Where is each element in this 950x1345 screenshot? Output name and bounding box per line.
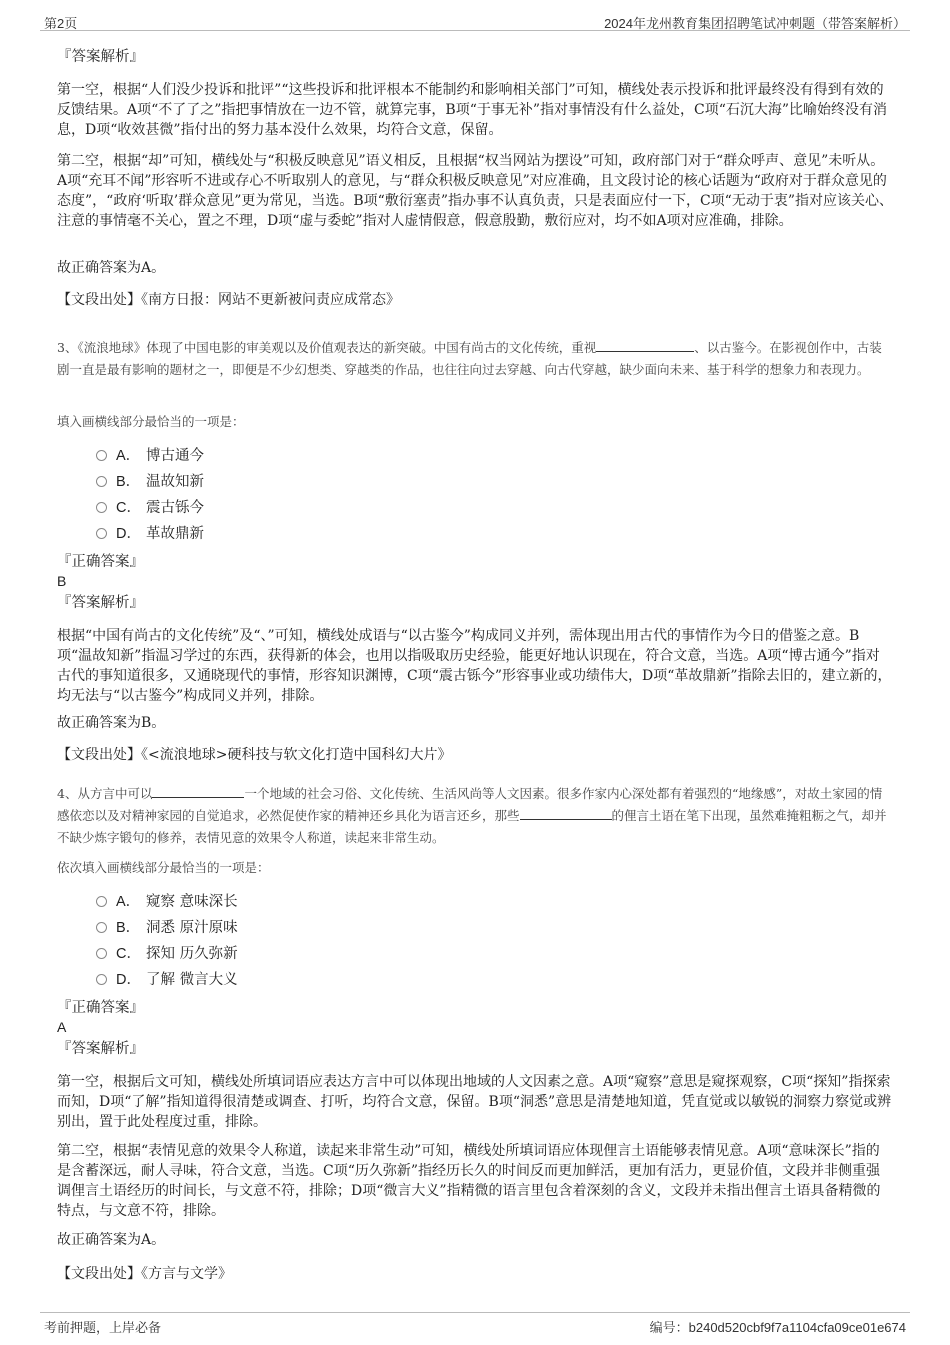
q3-analysis-label: 『答案解析』 [57,595,144,611]
document-title: 2024年龙州教育集团招聘笔试冲刺题（带答案解析） [604,16,906,31]
document-code: 编号：b240d520cbf9f7a1104cfa09ce01e674 [649,1320,906,1335]
radio-icon[interactable] [96,948,107,959]
q3-option-a[interactable]: A． 博古通今 [96,444,204,468]
page-number: 第2页 [44,16,78,31]
q4-analysis-para2: 第二空，根据“表情见意的效果令人称道，读起来非常生动”可知，横线处所填词语应体现俚言土语能够表情见意。A项“意味深长”指的是含蓄深远，耐人寻味，符合文意，当选。C项“历久弥新”指经历长久的时间反而更加鲜活，更加有活力，更显价值，文段并非侧重强调俚言土语经历的时间长，与文意不符，排除；D项“微言大义”指精微的语言里包含着深刻的含义，文段并未指出俚言土语具备精微的特点，与文意不符，排除。 [57,1143,881,1219]
radio-icon[interactable] [96,450,107,461]
page-header [40,10,910,31]
radio-icon[interactable] [96,896,107,907]
q3-stem-before: 3、《流浪地球》体现了中国电影的审美观以及价值观表达的新突破。中国有尚古的文化传统，重视 [57,340,597,355]
q3-prompt: 填入画横线部分最恰当的一项是： [57,414,245,429]
q3-stem-after: 、以古鉴今。在影视创作中，古装剧一直是最有影响的题材之一，即便是不少幻想类、穿越类的作品，也往往向过去穿越、向古代穿越，缺少面向未来、基于科学的想象力和表现力。 [57,340,882,377]
q4-stem-b: 一个地域的社会习俗、文化传统、生活风尚等人文因素。很多作家内心深处都有着强烈的“地缘感”，对故土家园的情感依恋以及对精神家园的自觉追求，必然促使作家的精神还乡具化为语言还乡，那些 [57,786,883,823]
q3-stem [57,337,893,381]
q4-analysis-para1: 第一空，根据后文可知，横线处所填词语应表达方言中可以体现出地域的人文因素之意。A项“窥察”意思是窥探观察，C项“探知”指探索而知，D项“了解”指知道得很清楚或调查、打听，均符合文意，保留。B项“洞悉”意思是清楚地知道，凭直觉或以敏锐的洞察力察觉或辨别出，置于此处程度过重，排除。 [57,1074,892,1130]
q3-correct-label: 『正确答案』 [57,554,144,570]
q2-conclusion: 故正确答案为A。 [57,260,166,276]
radio-icon[interactable] [96,528,107,539]
radio-icon[interactable] [96,974,107,985]
footer-slogan: 考前押题，上岸必备 [44,1320,162,1335]
q3-correct-answer: B [57,573,67,589]
q3-blank [596,337,694,352]
q4-option-a[interactable]: A． 窥察 意味深长 [96,890,238,914]
q4-source: 【文段出处】《方言与文学》 [57,1266,232,1282]
q2-analysis-label: 『答案解析』 [57,49,144,65]
q4-option-d[interactable]: D． 了解 微言大义 [96,968,238,992]
q3-option-d[interactable]: D． 革故鼎新 [96,522,204,546]
q3-option-b[interactable]: B． 温故知新 [96,470,204,494]
q4-conclusion: 故正确答案为A。 [57,1232,166,1248]
q3-conclusion: 故正确答案为B。 [57,715,166,731]
q4-correct-label: 『正确答案』 [57,1000,144,1016]
q3-source: 【文段出处】《<流浪地球>硬科技与软文化打造中国科幻大片》 [57,747,452,763]
q4-stem [57,783,893,849]
q4-blank-1 [152,783,244,798]
q4-option-b[interactable]: B． 洞悉 原汁原味 [96,916,238,940]
q4-stem-a: 4、从方言中可以 [57,786,153,801]
radio-icon[interactable] [96,476,107,487]
q4-option-c[interactable]: C． 探知 历久弥新 [96,942,238,966]
radio-icon[interactable] [96,502,107,513]
q3-option-c[interactable]: C． 震古铄今 [96,496,204,520]
q4-stem-c: 的俚言土语在笔下出现，虽然难掩粗粝之气，却并不缺少炼字锻句的修养，表情见意的效果令人称道，读起来非常生动。 [57,808,887,845]
q4-blank-2 [520,805,612,820]
q4-prompt: 依次填入画横线部分最恰当的一项是： [57,860,270,875]
radio-icon[interactable] [96,922,107,933]
q2-analysis-para2: 第二空，根据“却”可知，横线处与“积极反映意见”语义相反，且根据“权当网站为摆设”可知，政府部门对于“群众呼声、意见”未听从。A项“充耳不闻”形容听不进或存心不听取别人的意见，与“群众积极反映意见”对应准确，且文段讨论的核心话题为“政府对于群众意见的态度”，“政府‘听取’群众意见”更为常见，当选。B项“敷衍塞责”指办事不认真负责，只是表面应付一下，C项“无动于衷”指对应该关心、注意的事情毫不关心，置之不理，D项“虚与委蛇”指对人虚情假意，假意殷勤，敷衍应对，均不如A项对应准确，排除。 [57,153,893,229]
page-footer [40,1312,910,1335]
q2-analysis-para1: 第一空，根据“人们没少投诉和批评”“这些投诉和批评根本不能制约和影响相关部门”可知，横线处表示投诉和批评最终没有得到有效的反馈结果。A项“不了了之”指把事情放在一边不管，就算完事，B项“于事无补”指对事情没有什么益处，C项“石沉大海”比喻始终没有消息，D项“收效甚微”指付出的努力基本没什么效果，均符合文意，保留。 [57,82,888,138]
q2-source: 【文段出处】《南方日报：网站不更新被问责应成常态》 [57,292,400,308]
q4-correct-answer: A [57,1019,67,1035]
q4-analysis-label: 『答案解析』 [57,1041,144,1057]
q3-analysis-para1: 根据“中国有尚古的文化传统”及“、”可知，横线处成语与“以古鉴今”构成同义并列，需体现出用古代的事情作为今日的借鉴之意。B项“温故知新”指温习学过的东西，获得新的体会，也用以指吸取历史经验，能更好地认识现在，符合文意，当选。A项“博古通今”指对古代的事知道很多，又通晓现代的事情，形容知识渊博，C项“震古铄今”形容事业或功绩伟大，D项“革故鼎新”指除去旧的，建立新的，均无法与“以古鉴今”构成同义并列，排除。 [57,628,892,704]
